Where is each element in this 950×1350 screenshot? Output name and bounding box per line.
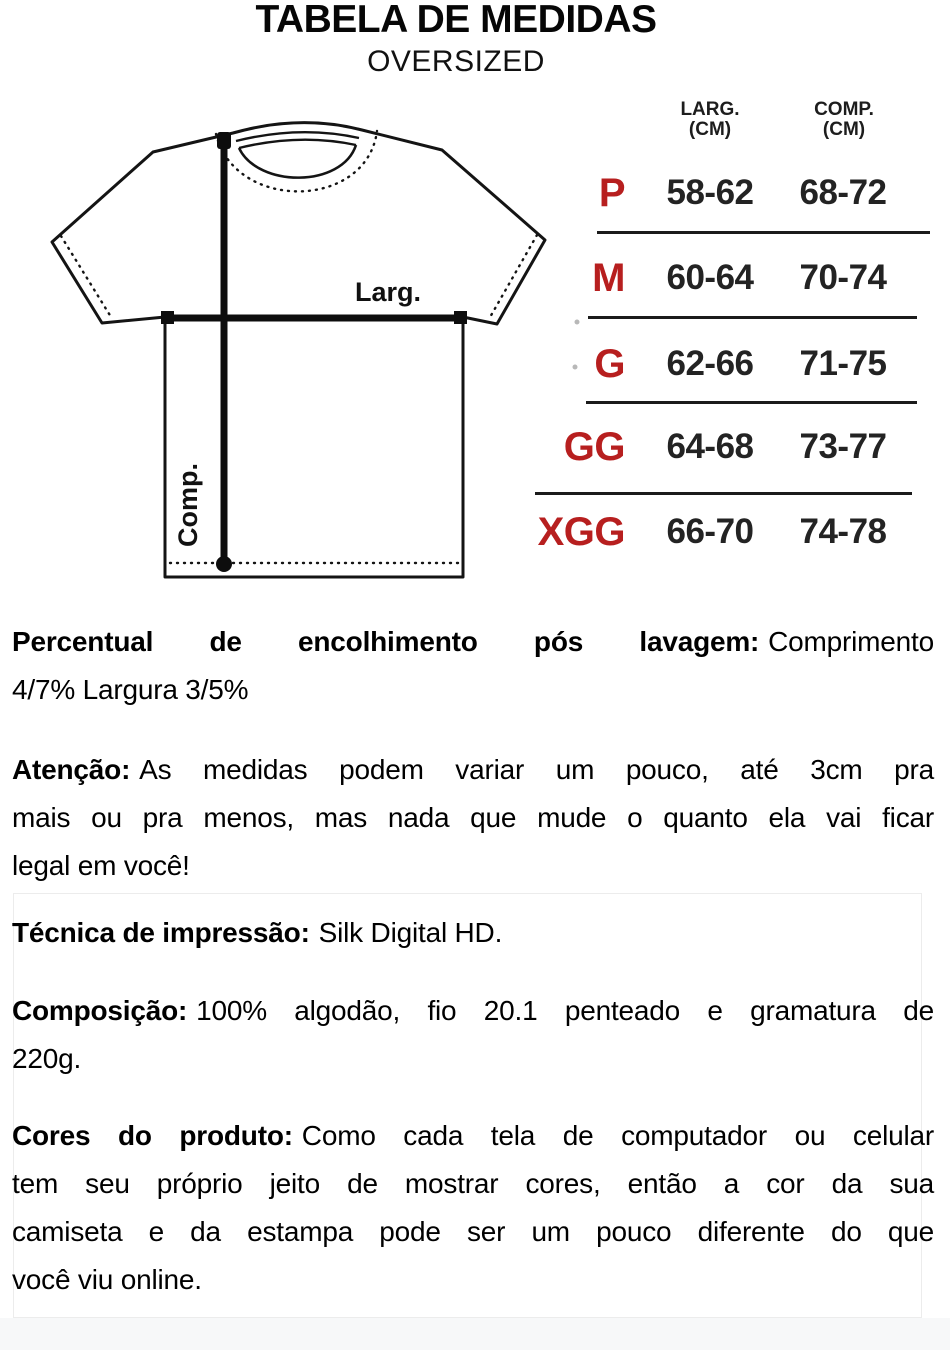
page-title: TABELA DE MEDIDAS xyxy=(255,0,657,41)
width-measure-end-right xyxy=(454,311,467,324)
note-line: legal em você! xyxy=(12,850,190,881)
larg-value: 64-68 xyxy=(666,427,754,466)
comp-value: 74-78 xyxy=(799,512,887,551)
note-line: você viu online. xyxy=(12,1264,202,1295)
size-label: G xyxy=(594,341,625,386)
length-label: Comp. xyxy=(173,463,203,547)
column-header-larg-title: LARG. xyxy=(680,99,740,120)
size-label: XGG xyxy=(537,509,625,554)
note-product-colors xyxy=(12,1112,934,1304)
note-text: 100% algodão, fio 20.1 penteado e gramatura de xyxy=(196,995,934,1026)
comp-value: 70-74 xyxy=(799,258,887,297)
table-row-m xyxy=(530,256,930,300)
note-line xyxy=(12,746,934,794)
table-row-xgg xyxy=(530,510,930,554)
note-lead: Percentual de encolhimento pós lavagem: xyxy=(12,626,760,657)
note-text: Como cada tela de computador ou celular xyxy=(301,1120,934,1151)
tshirt-outline xyxy=(52,123,545,577)
table-row-g xyxy=(530,342,930,386)
speck xyxy=(575,320,580,325)
note-lead: Composição: xyxy=(12,995,188,1026)
comp-value: 73-77 xyxy=(799,427,887,466)
column-header-comp-unit: (CM) xyxy=(822,119,866,140)
column-header-comp xyxy=(778,100,910,140)
table-row-gg xyxy=(530,425,930,469)
table-divider xyxy=(597,231,930,234)
note-line xyxy=(12,909,934,957)
note-lead: Cores do produto: xyxy=(12,1120,293,1151)
note-line xyxy=(12,987,934,1035)
comp-value: 68-72 xyxy=(799,173,887,212)
note-line xyxy=(12,1112,934,1160)
column-header-larg xyxy=(644,100,776,140)
size-label: P xyxy=(598,170,625,215)
table-row-p xyxy=(530,171,930,215)
note-line: mais ou pra menos, mas nada que mude o quanto ela vai ficar xyxy=(12,802,934,833)
column-header-comp-title: COMP. xyxy=(814,99,874,120)
table-divider xyxy=(535,492,912,495)
larg-value: 62-66 xyxy=(666,344,754,383)
note-lead: Técnica de impressão: xyxy=(12,917,310,948)
note-print-technique xyxy=(12,909,934,957)
size-label: M xyxy=(592,255,625,300)
comp-value: 71-75 xyxy=(799,344,887,383)
note-lead: Atenção: xyxy=(12,754,131,785)
larg-value: 66-70 xyxy=(666,512,754,551)
note-text: Comprimento xyxy=(768,626,934,657)
note-line: camiseta e da estampa pode ser um pouco diferente do que xyxy=(12,1216,934,1247)
table-divider xyxy=(586,401,917,404)
table-divider xyxy=(588,316,917,319)
width-label: Larg. xyxy=(354,277,422,307)
bottom-margin-strip xyxy=(0,1318,950,1350)
note-text: As medidas podem variar um pouco, até 3cm pra xyxy=(139,754,934,785)
size-label: GG xyxy=(563,424,625,469)
note-shrinkage xyxy=(12,618,934,714)
note-line: 220g. xyxy=(12,1043,82,1074)
larg-value: 60-64 xyxy=(666,258,754,297)
larg-value: 58-62 xyxy=(666,173,754,212)
length-measure-end-top xyxy=(217,132,231,149)
note-line xyxy=(12,618,934,666)
tshirt-diagram xyxy=(30,100,580,600)
note-composition xyxy=(12,987,934,1083)
length-measure-end-bottom xyxy=(216,556,232,572)
note-text: Silk Digital HD. xyxy=(318,917,503,948)
note-line: 4/7% Largura 3/5% xyxy=(12,674,249,705)
column-header-larg-unit: (CM) xyxy=(688,119,732,140)
note-attention xyxy=(12,746,934,890)
note-line: tem seu próprio jeito de mostrar cores, então a cor da sua xyxy=(12,1168,934,1199)
page-subtitle: OVERSIZED xyxy=(367,45,545,78)
width-measure-end-left xyxy=(161,311,174,324)
